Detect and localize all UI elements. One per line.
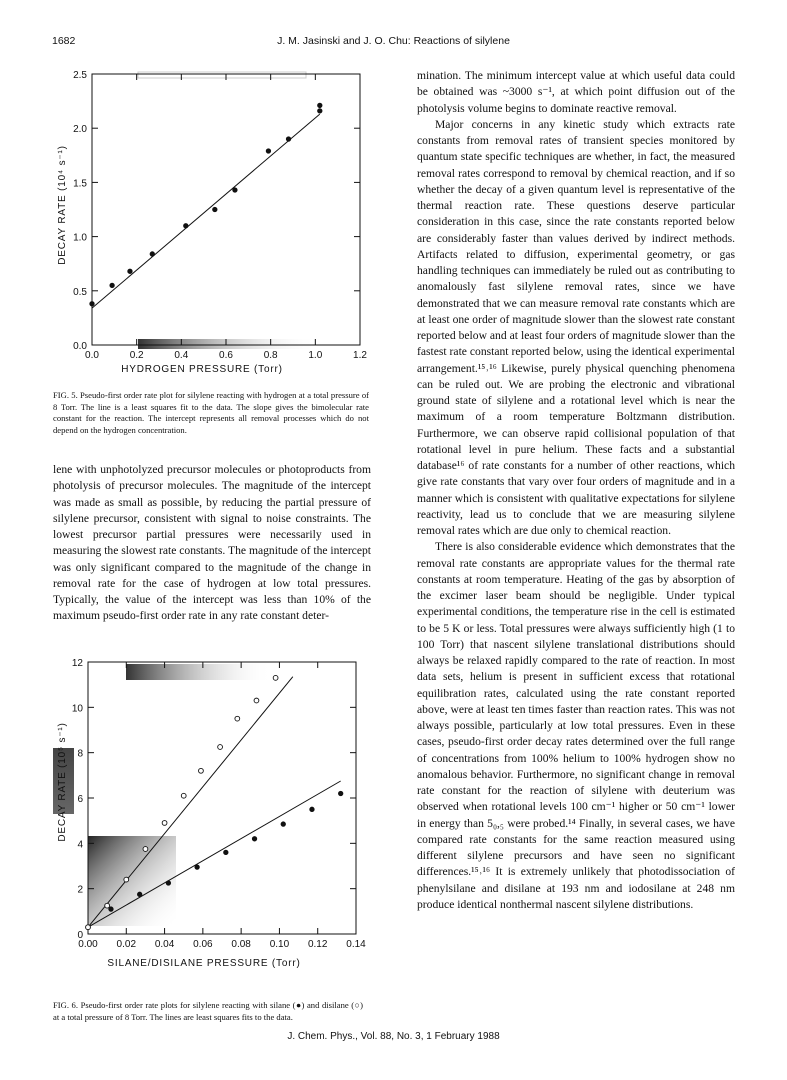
figure-5-points (90, 103, 322, 306)
x-tick-label: 0.00 (78, 939, 98, 950)
y-tick-label: 4 (77, 839, 83, 851)
data-point-open (218, 745, 223, 750)
data-point-filled (195, 865, 199, 869)
paragraph-1: mination. The minimum intercept value at which useful data could be obtained was ~3000 s⁻¹, at which point diffusion out of the photolysis volume begins to dominate reactive removal. (417, 69, 735, 115)
x-tick-label: 0.4 (174, 350, 189, 361)
x-tick-label: 0.2 (129, 350, 144, 361)
right-column-text (417, 68, 735, 913)
figure-5-x-label: HYDROGEN PRESSURE (Torr) (121, 364, 283, 375)
data-point-filled (184, 224, 188, 228)
data-point-open (143, 847, 148, 852)
y-tick-label: 8 (77, 748, 83, 760)
x-tick-label: 0.14 (346, 939, 366, 950)
y-tick-label: 10 (71, 703, 83, 715)
data-point-filled (252, 837, 256, 841)
data-point-open (254, 698, 259, 703)
data-point-filled (213, 207, 217, 211)
left-column-text: lene with unphotolyzed precursor molecules or photoproducts from photolysis of precursor molecules. The magnitude of the intercept was made as small as possible, by reducing the partial pressure of silylene precursor, consistent with signal to noise constraints. The lowest precursor partial pressures were necessarily used in measuring the slowest rate constants. The magnitude of the intercept was only significant compared to the magnitude of the change in removal rate for the case of hydrogen at low total pressures. Typically, the value of the intercept was less than 10% of the maximum pseudo-first order rate in any rate constant deter- (53, 463, 371, 623)
data-point-filled (338, 791, 342, 795)
figure-5-chart (50, 62, 370, 378)
data-point-open (199, 768, 204, 773)
figure-6-chart (50, 650, 370, 972)
x-tick-label: 0.6 (219, 350, 233, 361)
data-point-filled (110, 283, 114, 287)
data-point-open (235, 716, 240, 721)
y-tick-label: 2.0 (73, 124, 87, 136)
figure-5-fit-line (92, 114, 320, 308)
y-tick-label: 6 (77, 794, 83, 805)
data-point-open (105, 903, 110, 908)
data-point-filled (137, 892, 141, 896)
data-point-filled (150, 252, 154, 256)
fit-line (92, 114, 320, 308)
data-point-filled (233, 188, 237, 192)
y-tick-label: 0 (77, 930, 83, 941)
data-point-filled (90, 302, 94, 306)
y-tick-label: 0.5 (73, 286, 87, 298)
data-point-filled (281, 822, 285, 826)
journal-footer: J. Chem. Phys., Vol. 88, No. 3, 1 February 1988 (287, 1031, 500, 1042)
data-point-open (124, 877, 129, 882)
data-point-open (273, 675, 278, 680)
x-tick-label: 0.06 (193, 939, 213, 950)
data-point-filled (166, 881, 170, 885)
y-tick-label: 2.5 (73, 70, 87, 81)
running-title: J. M. Jasinski and J. O. Chu: Reactions of silylene (277, 35, 510, 47)
paragraph-3: There is also considerable evidence which demonstrates that the removal rate constants are appropriate values for the thermal rate constants at room temperature. Heating of the gas by absorption of the excimer laser beam should be negligible. Under typical experimental conditions, the temperature rise in the cell is estimated to be 5 K or less. Total pressures were always sufficiently high (1 to 100 Torr) that nascent silylene translational distributions should always be relaxed rapidly compared to the rate of reaction. In most data sets, helium is present in sufficient excess that rotational equilibration rates, calculated using the rate constant reported above, were at least ten times faster than reaction rates. This was not always possible, particularly at low total pressures. Even in these cases, pseudo-first order decay rates determined over the full range of concentrations from 100% helium to 100% hydrogen show no anomalous behavior. Furthermore, no significant change in removal rate constant for the reaction of silylene with deuterium was observed when rotational levels 100 cm⁻¹ higher or 50 cm⁻¹ lower in energy than 5₀,₅ were probed.¹⁴ Finally, in several cases, we have compared rate constants for the same reaction measured using different silylene precursors and have seen no significant differences.¹⁵˒¹⁶ It is extremely unlikely that photodissociation of phenylsilane and disilane at 193 nm and iodosilane at 248 nm produce identical nonthermal nascent silylene distributions. (417, 540, 735, 911)
figure-6-caption: FIG. 6. Pseudo-first order rate plots for silylene reacting with silane (●) and disilane (○) at a total pressure of 8 Torr. The lines are least squares fits to the data. (53, 1000, 363, 1022)
x-tick-label: 0.02 (116, 939, 137, 950)
data-point-open (162, 821, 167, 826)
fit-line (88, 677, 293, 927)
data-point-filled (266, 149, 270, 153)
x-tick-label: 0.8 (263, 350, 278, 361)
y-tick-label: 1.0 (73, 232, 87, 244)
y-tick-label: 1.5 (73, 178, 87, 190)
data-point-filled (318, 103, 322, 107)
figure-6-x-label: SILANE/DISILANE PRESSURE (Torr) (107, 958, 301, 969)
x-tick-label: 0.0 (85, 350, 99, 361)
data-point-filled (224, 850, 228, 854)
data-point-open (86, 925, 91, 930)
data-point-filled (318, 109, 322, 113)
figure-5-caption: FIG. 5. Pseudo-first order rate plot for silylene reacting with hydrogen at a total pressure of 8 Torr. The line is a least squares fit to the data. The slope gives the bimolecular rate constant for the reaction. The intercept represents all removal processes which do not depend on the hydrogen concentration. (53, 390, 369, 435)
figure-5-x-ticks (85, 74, 367, 361)
paragraph-2: Major concerns in any kinetic study which extracts rate constants from removal rates of transient species monitored by quantum state specific techniques are whether, in fact, the measured removal rates correspond to removal by chemical reaction, and if so whether the decay of a given quantum level is representative of the thermal reaction rate. These questions deserve particular consideration in this case, since the rate constants reported below are considerably faster than values derived by indirect methods. Artifacts related to diffusion, experimental geometry, or gas handling techniques can immediately be ruled out as contributing to anomalously fast silylene removal rates, since we have demonstrated that we can measure removal rate constants which are at least one order of magnitude slower than the slowest rate constant reported below and at least four orders of magnitude slower than the fastest rate constant reported below, using the identical experimental arrangement.¹⁵˒¹⁶ Likewise, purely physical quenching phenomena can be ruled out. We are probing the electronic and vibrational ground state of silylene and a rotational level which is near the maximum of a room temperature Boltzmann distribution. Furthermore, we can observe rapid collisional population of that rotational level in pure helium. These facts and a substantial database¹⁶ of rate constants for a number of other reactions, which give rate constants that vary over four orders of magnitude and in a manner which is consistent with qualitative expectations for silylene reactivity, lead us to conclude that we are measuring silylene removal rates which are due only to chemical reaction. (417, 117, 735, 537)
y-tick-label: 12 (71, 658, 83, 669)
x-tick-label: 1.0 (308, 350, 323, 361)
x-tick-label: 0.04 (154, 939, 175, 950)
y-tick-label: 2 (77, 884, 83, 896)
x-tick-label: 0.10 (269, 939, 290, 950)
x-tick-label: 0.08 (231, 939, 251, 950)
data-point-filled (128, 269, 132, 273)
y-tick-label: 0.0 (73, 341, 87, 352)
data-point-filled (109, 907, 113, 911)
data-point-filled (310, 807, 314, 811)
x-tick-label: 1.2 (353, 350, 367, 361)
data-point-filled (286, 137, 290, 141)
page-number: 1682 (52, 35, 76, 47)
data-point-open (181, 793, 186, 798)
figure-6-y-label: DECAY RATE (10⁵ s⁻¹) (57, 722, 68, 842)
figure-5-y-label: DECAY RATE (10⁴ s⁻¹) (57, 145, 68, 265)
x-tick-label: 0.12 (307, 939, 328, 950)
